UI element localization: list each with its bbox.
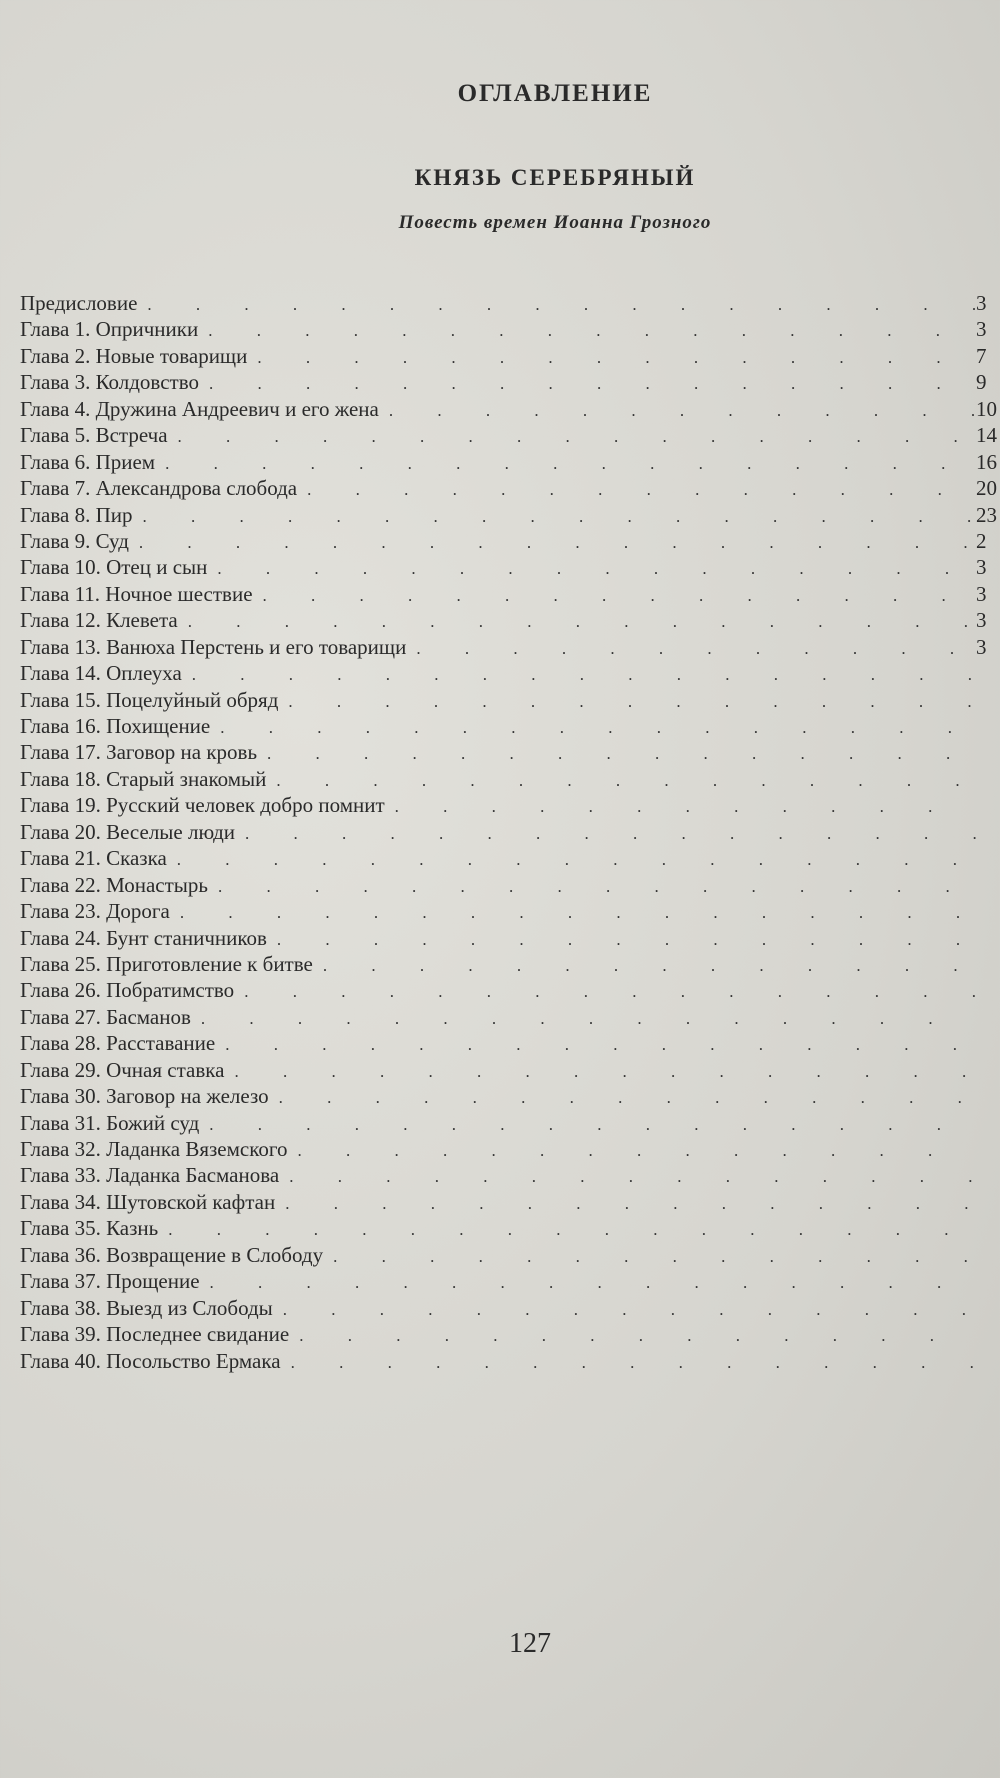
toc-entry-title: Глава 35. Казнь	[20, 1216, 159, 1241]
toc-entry-title: Глава 30. Заговор на железо	[20, 1084, 269, 1109]
toc-entry	[20, 925, 1000, 951]
dot-leader	[267, 927, 976, 953]
dot-leader	[132, 504, 976, 530]
dot-leader	[323, 1244, 976, 1270]
toc-entry-title: Глава 3. Колдовство	[20, 370, 199, 395]
dot-leader	[200, 1270, 976, 1296]
dot-leader	[178, 609, 976, 635]
toc-entry-title: Глава 23. Дорога	[20, 899, 170, 924]
dot-leader	[198, 318, 976, 344]
toc-entry	[20, 290, 1000, 316]
toc-entry	[20, 1004, 1000, 1030]
toc-entry-title: Глава 25. Приготовление к битве	[20, 951, 313, 976]
toc-entry	[20, 528, 1000, 554]
dot-leader	[210, 715, 976, 741]
toc-entry-title: Глава 6. Прием	[20, 449, 156, 474]
dot-leader	[129, 530, 976, 556]
toc-entry-page: 10	[976, 396, 997, 421]
table-of-contents	[20, 290, 1000, 1374]
toc-entry-title: Глава 12. Клевета	[20, 608, 178, 633]
toc-entry	[20, 607, 1000, 633]
page-number: 127	[509, 1628, 551, 1659]
toc-entry-title: Глава 19. Русский человек добро помнит	[20, 793, 385, 818]
toc-entry-title: Глава 7. Александрова слобода	[20, 476, 298, 501]
toc-entry-page: 9	[976, 370, 987, 395]
dot-leader	[168, 424, 976, 450]
toc-entry	[20, 634, 1000, 660]
toc-entry	[20, 1295, 1000, 1321]
dot-leader	[182, 662, 976, 688]
toc-entry	[20, 581, 1000, 607]
toc-entry-page: 7	[976, 343, 987, 368]
dot-leader	[207, 556, 976, 582]
dot-leader	[275, 1191, 976, 1217]
toc-entry-title: Глава 24. Бунт станичников	[20, 925, 267, 950]
dot-leader	[253, 583, 976, 609]
toc-entry	[20, 1030, 1000, 1056]
toc-entry-title: Глава 20. Веселые люди	[20, 819, 236, 844]
dot-leader	[208, 874, 976, 900]
toc-entry-title: Предисловие	[20, 291, 138, 315]
toc-entry	[20, 819, 1000, 845]
dot-leader	[257, 741, 976, 767]
dot-leader	[379, 398, 976, 424]
toc-entry-title: Глава 11. Ночное шествие	[20, 581, 253, 606]
toc-entry	[20, 396, 1000, 422]
dot-leader	[137, 292, 976, 318]
toc-entry	[20, 449, 1000, 475]
toc-entry-page: 2	[976, 528, 987, 553]
toc-entry	[20, 713, 1000, 739]
toc-entry-title: Глава 27. Басманов	[20, 1004, 191, 1029]
toc-entry-title: Глава 31. Божий суд	[20, 1110, 200, 1135]
dot-leader	[158, 1217, 976, 1243]
toc-entry	[20, 1162, 1000, 1188]
toc-entry-title: Глава 38. Выезд из Слободы	[20, 1295, 273, 1320]
toc-entry-page: 14	[976, 423, 997, 448]
dot-leader	[199, 371, 976, 397]
toc-entry	[20, 554, 1000, 580]
toc-entry-title: Глава 16. Похищение	[20, 714, 211, 738]
dot-leader	[281, 1350, 976, 1376]
toc-entry	[20, 1268, 1000, 1294]
toc-entry-title: Глава 15. Поцелуйный обряд	[20, 687, 279, 712]
toc-entry-page: 3	[976, 555, 987, 580]
toc-entry	[20, 977, 1000, 1003]
toc-entry-title: Глава 37. Прощение	[20, 1269, 200, 1294]
dot-leader	[278, 689, 976, 715]
dot-leader	[199, 1112, 976, 1138]
toc-entry	[20, 369, 1000, 395]
toc-entry	[20, 422, 1000, 448]
contents-title: ОГЛАВЛЕНИЕ	[457, 80, 653, 107]
dot-leader	[224, 1059, 976, 1085]
toc-entry-title: Глава 8. Пир	[20, 502, 133, 527]
toc-entry-title: Глава 33. Ладанка Басманова	[20, 1163, 280, 1188]
toc-entry	[20, 872, 1000, 898]
toc-entry	[20, 766, 1000, 792]
toc-entry-page: 3	[976, 317, 987, 342]
toc-entry	[20, 845, 1000, 871]
dot-leader	[170, 900, 976, 926]
dot-leader	[215, 1032, 976, 1058]
toc-entry-title: Глава 17. Заговор на кровь	[20, 740, 258, 765]
toc-entry-page: 3	[976, 291, 987, 315]
toc-entry	[20, 951, 1000, 977]
toc-entry-title: Глава 32. Ладанка Вяземского	[20, 1137, 288, 1161]
toc-entry-title: Глава 9. Суд	[20, 528, 129, 553]
book-subtitle: Повесть времен Иоанна Грозного	[398, 212, 712, 233]
dot-leader	[297, 477, 976, 503]
toc-entry	[20, 343, 1000, 369]
toc-entry-page: 3	[976, 581, 987, 606]
toc-entry-page: 20	[976, 476, 997, 501]
toc-entry	[20, 1136, 1000, 1162]
toc-entry	[20, 1057, 1000, 1083]
toc-entry-title: Глава 21. Сказка	[20, 846, 167, 871]
toc-entry-title: Глава 39. Последнее свидание	[20, 1322, 290, 1347]
toc-entry-page: 16	[976, 449, 997, 474]
toc-entry-title: Глава 10. Отец и сын	[20, 555, 208, 580]
toc-entry	[20, 1083, 1000, 1109]
dot-leader	[273, 1297, 976, 1323]
toc-entry	[20, 1242, 1000, 1268]
toc-entry	[20, 1321, 1000, 1347]
toc-entry	[20, 687, 1000, 713]
toc-entry-title: Глава 5. Встреча	[20, 423, 168, 448]
dot-leader	[266, 768, 976, 794]
toc-entry-page: 3	[976, 608, 987, 633]
dot-leader	[269, 1085, 976, 1111]
toc-entry	[20, 1215, 1000, 1241]
dot-leader	[234, 979, 976, 1005]
dot-leader	[287, 1138, 976, 1164]
dot-leader	[313, 953, 976, 979]
toc-entry-title: Глава 22. Монастырь	[20, 872, 208, 897]
toc-entry-title: Глава 14. Оплеуха	[20, 661, 182, 686]
toc-entry-title: Глава 1. Опричники	[20, 317, 199, 342]
toc-entry	[20, 660, 1000, 686]
dot-leader	[406, 636, 976, 662]
dot-leader	[155, 451, 976, 477]
toc-entry	[20, 739, 1000, 765]
toc-entry-title: Глава 2. Новые товарищи	[20, 343, 248, 368]
toc-entry	[20, 1110, 1000, 1136]
dot-leader	[385, 794, 976, 820]
dot-leader	[289, 1323, 976, 1349]
toc-entry-title: Глава 29. Очная ставка	[20, 1057, 225, 1082]
toc-entry	[20, 316, 1000, 342]
dot-leader	[191, 1006, 976, 1032]
book-title: КНЯЗЬ СЕРЕБРЯНЫЙ	[414, 165, 696, 190]
toc-entry-title: Глава 26. Побратимство	[20, 978, 235, 1003]
toc-entry-title: Глава 18. Старый знакомый	[20, 766, 267, 791]
toc-entry	[20, 1189, 1000, 1215]
toc-entry-title: Глава 13. Ванюха Перстень и его товарищи	[20, 634, 407, 659]
dot-leader	[247, 345, 976, 371]
toc-entry-page: 3	[976, 634, 987, 659]
dot-leader	[167, 847, 976, 873]
toc-entry	[20, 898, 1000, 924]
toc-entry-title: Глава 36. Возвращение в Слободу	[20, 1242, 324, 1267]
toc-entry	[20, 1348, 1000, 1374]
toc-entry	[20, 502, 1000, 528]
dot-leader	[235, 821, 976, 847]
toc-entry-title: Глава 40. Посольство Ермака	[20, 1348, 281, 1373]
toc-entry-title: Глава 34. Шутовской кафтан	[20, 1189, 276, 1214]
dot-leader	[279, 1164, 976, 1190]
toc-entry	[20, 475, 1000, 501]
toc-entry-title: Глава 28. Расставание	[20, 1031, 216, 1056]
toc-entry	[20, 792, 1000, 818]
toc-entry-title: Глава 4. Дружина Андреевич и его жена	[20, 396, 379, 421]
toc-entry-page: 23	[976, 502, 997, 527]
